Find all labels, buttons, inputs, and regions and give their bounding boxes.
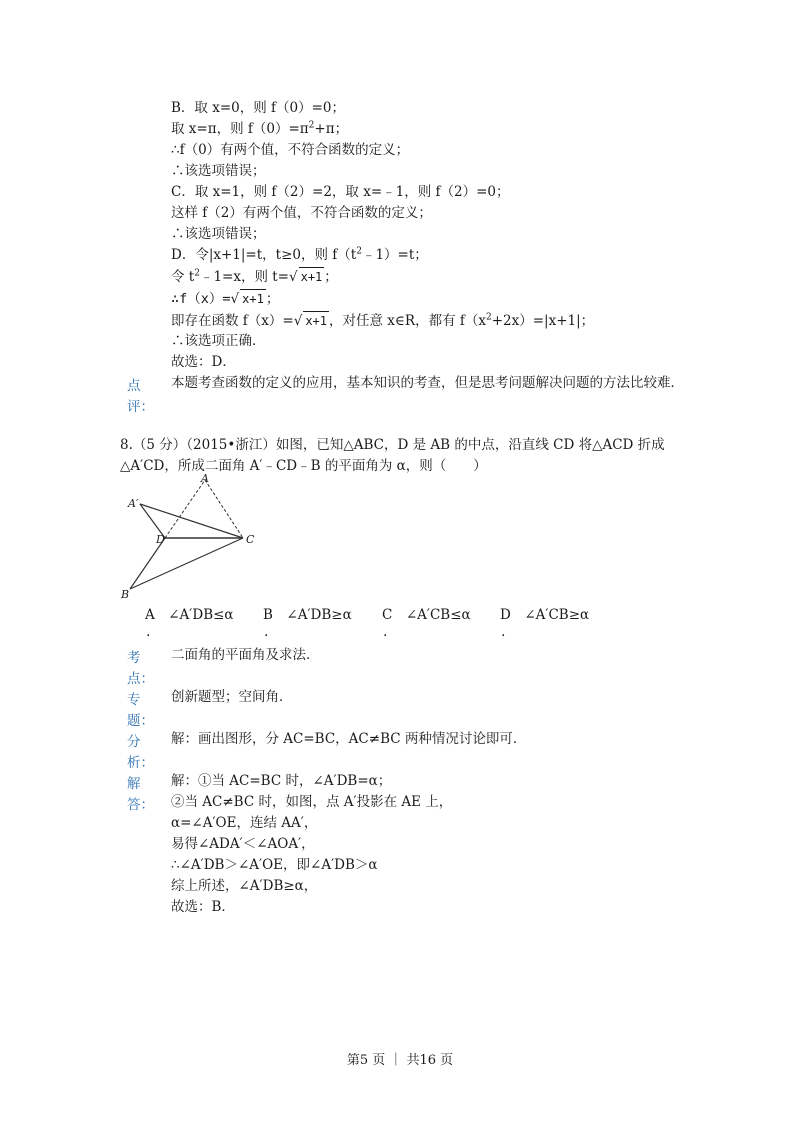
solution-c-line-2: 这样 f（2）有两个值，不符合函数的定义；	[171, 205, 432, 221]
zhuanti-text: 创新题型；空间角．	[171, 689, 293, 705]
superscript: 2	[308, 120, 315, 131]
choice-letter: C	[382, 607, 393, 623]
jieda-label-1: 解	[127, 776, 141, 792]
zhuanti-label-1: 专	[127, 692, 141, 708]
solution-b-line-3: ∴f（0）有两个值，不符合函数的定义；	[171, 142, 410, 158]
jieda-line-5: ∴∠A′DB＞∠A′OE，即∠A′DB＞α	[171, 857, 378, 873]
triangle-figure	[115, 472, 275, 602]
choice-b[interactable]	[263, 603, 352, 623]
solution-b-line-2	[171, 120, 348, 138]
solution-c-line-3: ∴该选项错误；	[171, 226, 266, 242]
label-b: B	[121, 588, 130, 601]
radical-sign: √	[289, 269, 298, 285]
choice-c-dot: .	[383, 624, 388, 640]
choice-c[interactable]	[382, 603, 471, 623]
text-segment: ﹣1=x，则 t=	[199, 269, 289, 285]
label-c: C	[246, 533, 255, 546]
radicand: x+1	[299, 267, 325, 286]
choice-letter: D	[500, 607, 511, 623]
zhuanti-label-2: 题：	[127, 713, 154, 729]
choice-d-dot: .	[501, 624, 506, 640]
kaodian-text: 二面角的平面角及求法．	[171, 647, 320, 663]
choice-text: ∠A′DB≤α	[168, 607, 234, 623]
comment-label-1: 点	[127, 378, 141, 394]
question-8-line-2: △A′CD，所成二面角 A′﹣CD﹣B 的平面角为 α，则（ ）	[120, 458, 487, 474]
jieda-line-3: α=∠A′OE，连结 AA′，	[171, 815, 318, 831]
radicand: x+1	[303, 311, 329, 330]
page-footer: 第5 页 ｜ 共16 页	[346, 1053, 454, 1068]
text-segment: 取 x=π，则 f（0）=π	[171, 121, 309, 137]
text-segment: 令 t	[171, 269, 195, 285]
choice-letter: A	[145, 607, 155, 623]
choice-text: ∠A′CB≤α	[405, 607, 471, 623]
comment-label-2: 评：	[127, 399, 154, 415]
jieda-line-4: 易得∠ADA′＜∠AOA′，	[171, 836, 315, 852]
solution-b-line-1: B．取 x=0，则 f（0）=0；	[171, 100, 346, 116]
edge-d-a-dashed	[165, 480, 205, 538]
text-segment: ；	[324, 269, 338, 285]
label-a-prime: A′	[128, 497, 139, 510]
text-segment: D．令|x+1|=t，t≥0，则 f（t	[171, 247, 357, 263]
text-segment: ；	[265, 291, 280, 307]
fenxi-label-1: 分	[127, 734, 141, 750]
text-segment: 即存在函数 f（x）=	[171, 313, 294, 329]
solution-d-line-2	[171, 267, 338, 286]
solution-d-line-3	[171, 289, 279, 308]
label-d: D	[156, 533, 165, 546]
jieda-line-7: 故选：B．	[171, 899, 235, 915]
comment-text: 本题考查函数的定义的应用，基本知识的考查，但是思考问题解决问题的方法比较难．	[171, 375, 684, 391]
jieda-line-1: 解：①当 AC=BC 时，∠A′DB=α；	[171, 773, 392, 789]
choice-b-dot: .	[264, 624, 269, 640]
choice-a[interactable]	[145, 603, 234, 623]
text-segment: ﹣1）=t；	[361, 247, 428, 263]
question-8-line-1: 8.（5 分）（2015•浙江）如图，已知△ABC，D 是 AB 的中点，沿直线 CD 将△ACD 折成	[120, 437, 665, 453]
kaodian-label-1: 考	[127, 650, 141, 666]
superscript: 2	[194, 268, 200, 279]
solution-d-line-5: ∴该选项正确．	[171, 333, 266, 349]
choice-a-dot: .	[146, 624, 151, 640]
choice-text: ∠A′CB≥α	[524, 607, 590, 623]
fenxi-text: 解：画出图形，分 AC=BC，AC≠BC 两种情况讨论即可．	[171, 731, 527, 747]
solution-d-line-1	[171, 246, 428, 264]
radicand: x+1	[240, 289, 266, 308]
radical-sign: √	[293, 313, 303, 329]
label-a: A	[201, 472, 209, 485]
choice-letter: B	[263, 607, 273, 623]
solution-c-line-1: C．取 x=1，则 f（2）=2，取 x=﹣1，则 f（2）=0；	[171, 184, 510, 200]
fenxi-label-2: 析：	[127, 755, 154, 771]
jieda-label-2: 答：	[127, 797, 154, 813]
jieda-line-6: 综上所述，∠A′DB≥α，	[171, 878, 318, 894]
jieda-line-2: ②当 AC≠BC 时，如图，点 A′投影在 AE 上，	[171, 794, 453, 810]
solution-b-line-4: ∴该选项错误；	[171, 163, 266, 179]
superscript: 2	[356, 246, 362, 257]
text-segment: ∴f（x）=	[171, 291, 231, 307]
superscript: 2	[485, 312, 492, 323]
solution-d-line-4	[171, 311, 594, 330]
text-segment: +π；	[314, 121, 349, 137]
edge-a-c-dashed	[205, 480, 243, 538]
choice-d[interactable]	[500, 603, 589, 623]
text-segment: ，对任意 x∈R，都有 f（x	[329, 313, 486, 329]
solution-d-line-6: 故选：D．	[171, 354, 236, 370]
radical-sign: √	[230, 291, 240, 307]
choice-text: ∠A′DB≥α	[286, 607, 352, 623]
kaodian-label-2: 点：	[127, 671, 154, 687]
text-segment: +2x）=|x+1|；	[491, 313, 595, 329]
